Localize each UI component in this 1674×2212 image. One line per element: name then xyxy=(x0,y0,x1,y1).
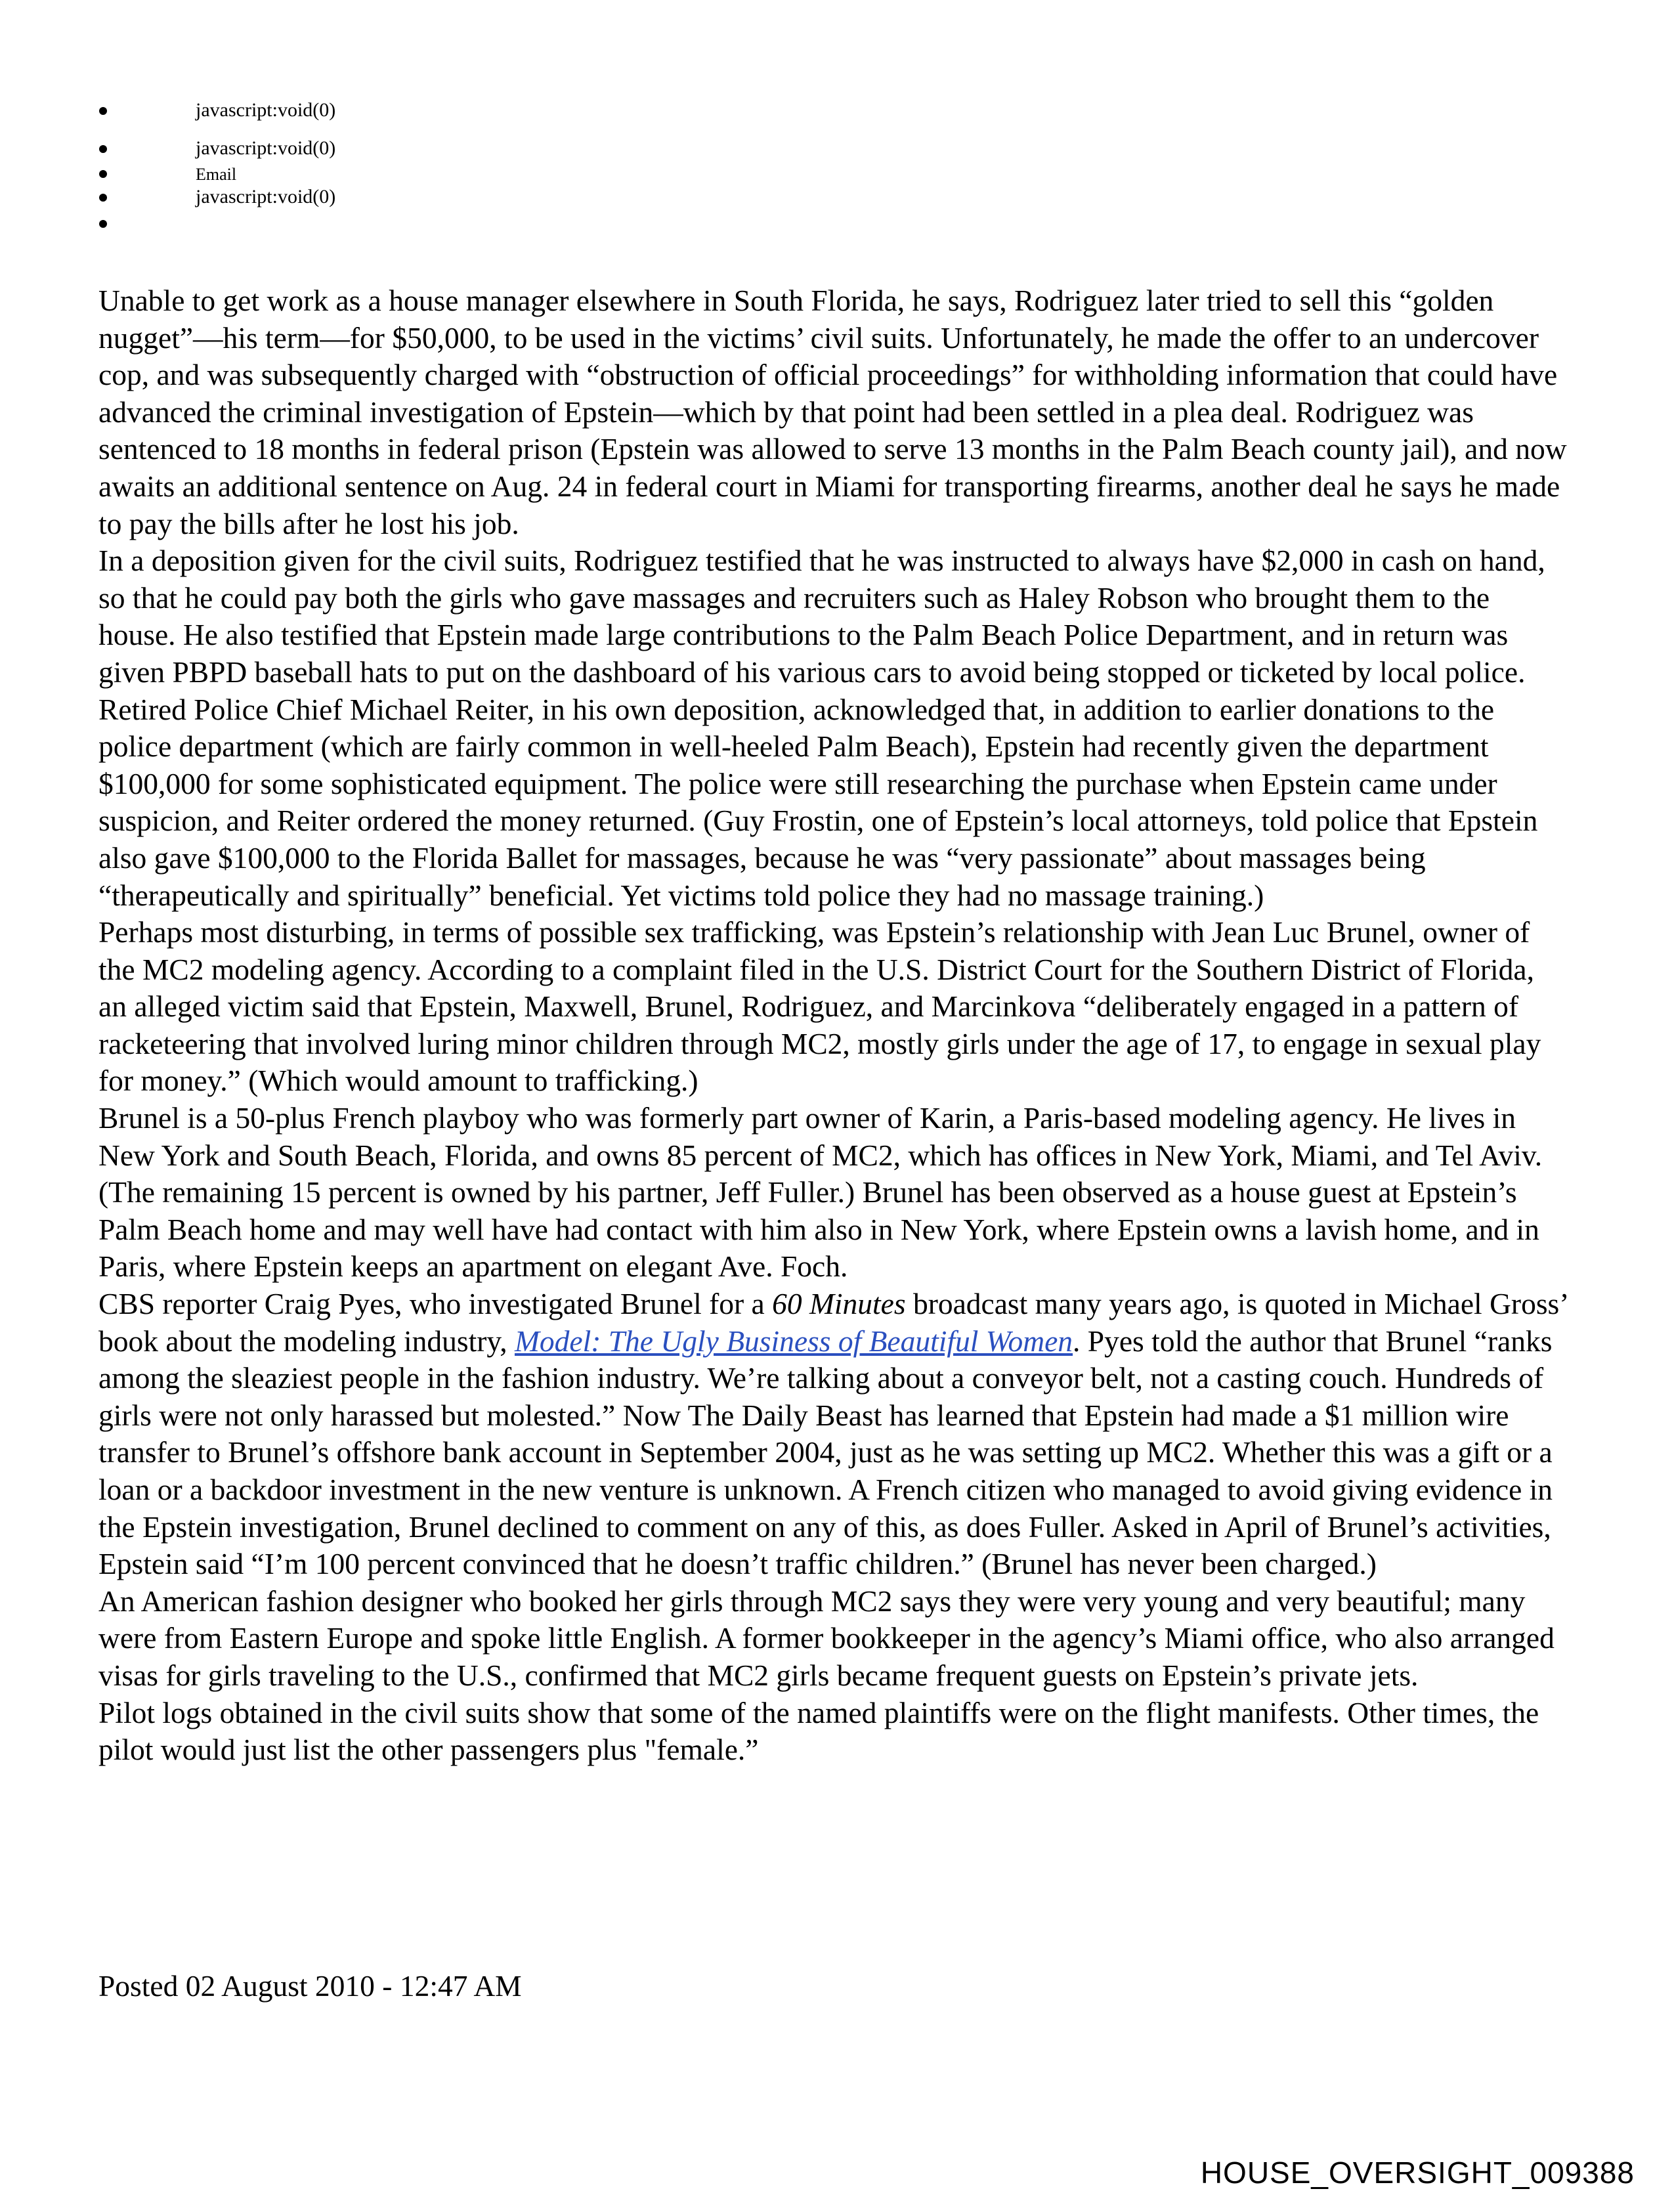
share-links-list xyxy=(98,97,624,236)
article-paragraph: Unable to get work as a house manager elsewhere in South Florida, he says, Rodriguez later tried to sell this “golden nugget”—his term—for $50,000, to be used in the victims’ civil suits. Unfortunately, he made the offer to an undercover cop, and was subsequently charged with “obstruction of official proceedings” for withholding information that could have advanced the criminal investigation of Epstein—which by that point had been settled in a plea deal. Rodriguez was sentenced to 18 months in federal prison (Epstein was allowed to serve 13 months in the Palm Beach county jail), and now awaits an additional sentence on Aug. 24 in federal court in Miami for transporting firearms, another deal he says he made to pay the bills after he lost his job. xyxy=(98,284,1567,540)
article-paragraph: Pilot logs obtained in the civil suits show that some of the named plaintiffs were on the flight manifests. Other times, the pilot would just list the other passengers plus "female.” xyxy=(98,1695,1539,1767)
share-link[interactable]: javascript:void(0) xyxy=(98,184,624,210)
article-body xyxy=(98,282,1569,1769)
paragraph-text: . Pyes told the author that Brunel “ranks among the sleaziest people in the fashion industry. We’re talking about a conveyor belt, not a casting couch. Hundreds of girls were not only harassed but molested.” Now The Daily Beast has learned that Epstein had made a $1 million wire transfer to Brunel’s offshore bank account in September 2004, just as he was setting up MC2. Whether this was a gift or a loan or a backdoor investment in the new venture is unknown. A French citizen who managed to avoid giving evidence in the Epstein investigation, Brunel declined to comment on any of this, as does Fuller. Asked in April of Brunel’s activities, Epstein said “I’m 100 percent convinced that he doesn’t traffic children.” (Brunel has never been charged.) xyxy=(98,1324,1553,1581)
article-paragraph xyxy=(98,1286,1569,1583)
empty-share-item xyxy=(98,210,624,236)
bates-number: HOUSE_OVERSIGHT_009388 xyxy=(1200,2156,1635,2190)
article-paragraph: In a deposition given for the civil suits, Rodriguez testified that he was instructed to always have $2,000 in cash on hand, so that he could pay both the girls who gave massages and recruiters such as Haley Robson who brought them to the house. He also testified that Epstein made large contributions to the Palm Beach Police Department, and in return was given PBPD baseball hats to put on the dashboard of his various cars to avoid being stopped or ticketed by local police. Retired Police Chief Michael Reiter, in his own deposition, acknowledged that, in addition to earlier donations to the police department (which are fairly common in well-heeled Palm Beach), Epstein had recently given the department $100,000 for some sophisticated equipment. The police were still researching the purchase when Epstein came under suspicion, and Reiter ordered the money returned. (Guy Frostin, one of Epstein’s local attorneys, told police that Epstein also gave $100,000 to the Florida Ballet for massages, because he was “very passionate” about massages being “therapeutically and spiritually” beneficial. Yet victims told police they had no massage training.) xyxy=(98,544,1545,912)
article-paragraph: Brunel is a 50-plus French playboy who was formerly part owner of Karin, a Paris-based modeling agency. He lives in New York and South Beach, Florida, and owns 85 percent of MC2, which has offices in New York, Miami, and Tel Aviv. (The remaining 15 percent is owned by his partner, Jeff Fuller.) Brunel has been observed as a house guest at Epstein’s Palm Beach home and may well have had contact with him also in New York, where Epstein owns a lavish home, and in Paris, where Epstein keeps an apartment on elegant Ave. Foch. xyxy=(98,1101,1543,1284)
show-title: 60 Minutes xyxy=(772,1287,906,1321)
share-link[interactable]: javascript:void(0) xyxy=(98,135,624,162)
share-link[interactable]: javascript:void(0) xyxy=(98,97,624,123)
article-paragraph: An American fashion designer who booked her girls through MC2 says they were very young and very beautiful; many were from Eastern Europe and spoke little English. A former bookkeeper in the agency’s Miami office, who also arranged visas for girls traveling to the U.S., confirmed that MC2 girls became frequent guests on Epstein’s private jets. xyxy=(98,1584,1555,1692)
book-title-link[interactable]: Model: The Ugly Business of Beautiful Women xyxy=(514,1324,1073,1358)
paragraph-text: CBS reporter Craig Pyes, who investigated Brunel for a xyxy=(98,1287,773,1321)
article-paragraph: Perhaps most disturbing, in terms of possible sex trafficking, was Epstein’s relationship with Jean Luc Brunel, owner of the MC2 modeling agency. According to a complaint filed in the U.S. District Court for the Southern District of Florida, an alleged victim said that Epstein, Maxwell, Brunel, Rodriguez, and Marcinkova “deliberately engaged in a pattern of racketeering that involved luring minor children through MC2, mostly girls under the age of 17, to engage in sexual play for money.” (Which would amount to trafficking.) xyxy=(98,915,1541,1098)
posted-timestamp: Posted 02 August 2010 - 12:47 AM xyxy=(98,1969,522,2003)
email-share-link[interactable]: Email xyxy=(98,162,624,184)
paragraph-text: broadcast many years ago, is quoted in Michael Gross’ book about the modeling industry, xyxy=(98,1287,1568,1358)
